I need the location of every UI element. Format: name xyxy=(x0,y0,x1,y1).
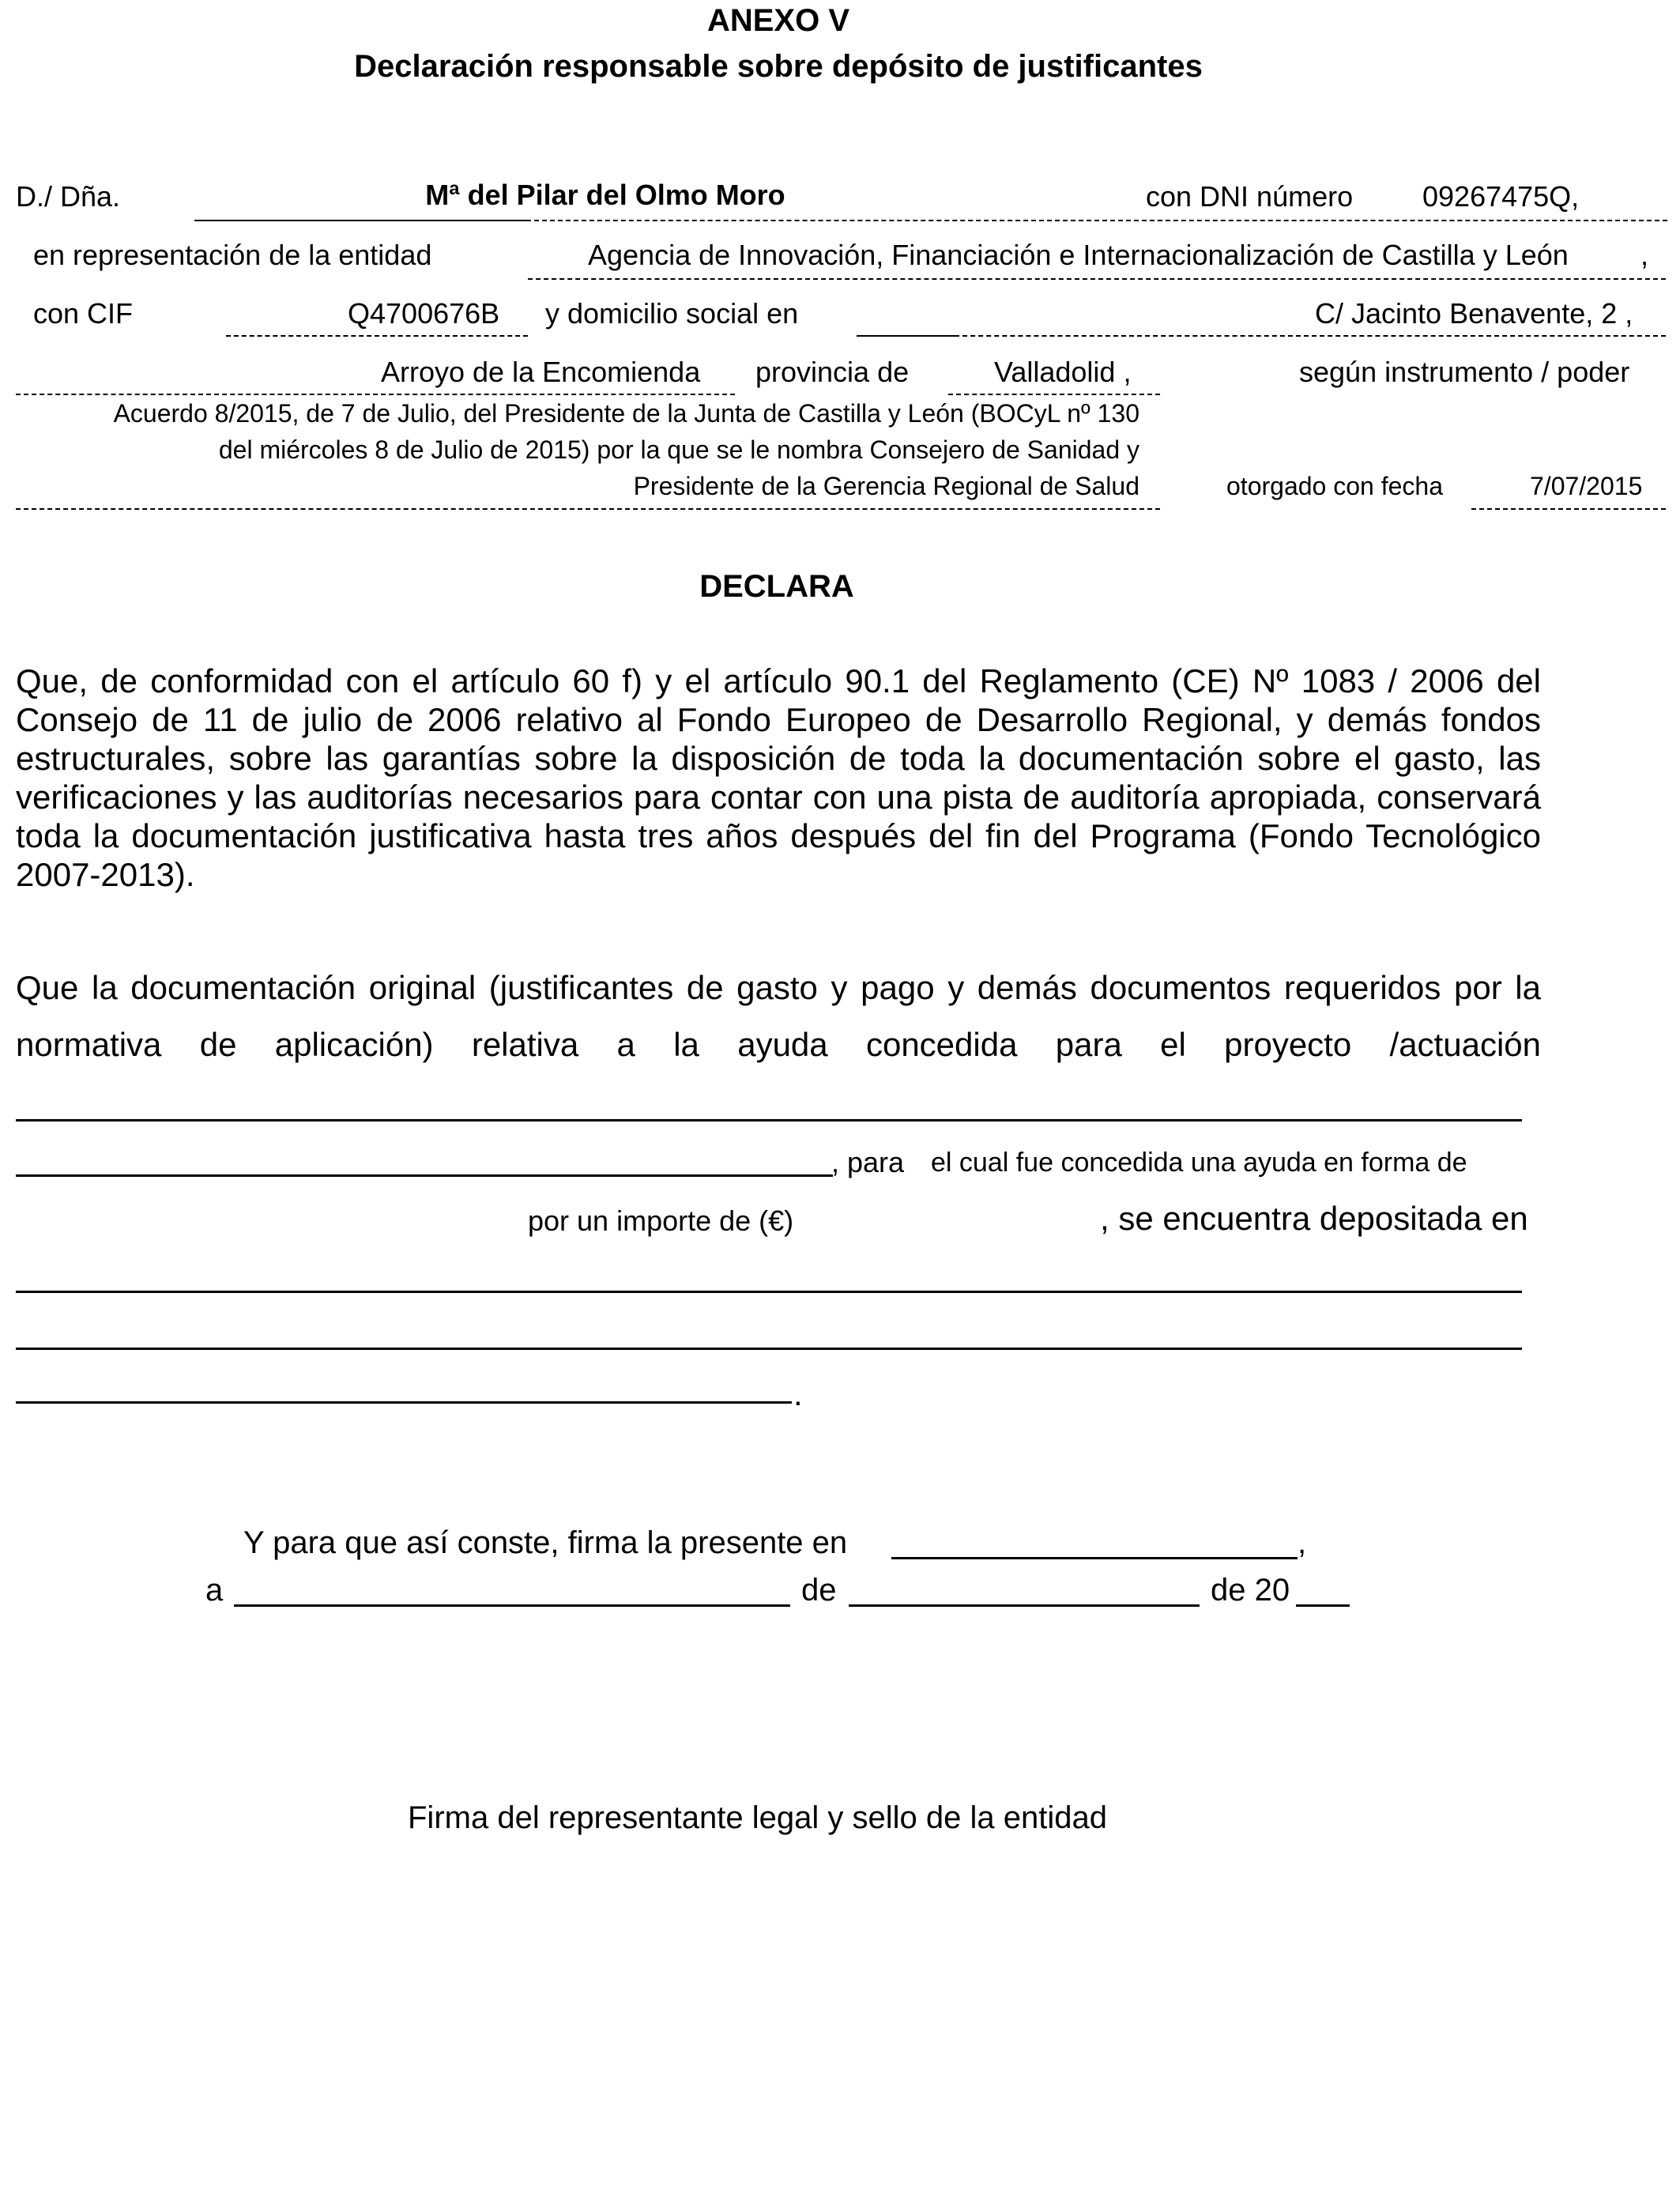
label-entity: en representación de la entidad xyxy=(33,239,432,271)
label-cif: con CIF xyxy=(33,297,134,330)
field-entity[interactable]: Agencia de Innovación, Financiación e Internacionalización de Castilla y León xyxy=(588,239,1569,271)
instrument-underline xyxy=(16,508,1160,510)
signature-caption: Firma del representante legal y sello de la entidad xyxy=(408,1800,1107,1835)
declara-heading: DECLARA xyxy=(699,569,854,604)
location-blank-line-2[interactable] xyxy=(16,1348,1522,1350)
label-name: D./ Dña. xyxy=(16,180,121,213)
amount-label: por un importe de (€) xyxy=(528,1204,794,1237)
location-blank-line-3[interactable] xyxy=(16,1401,792,1404)
field-province[interactable]: Valladolid , xyxy=(994,356,1132,388)
signature-month-blank[interactable] xyxy=(849,1604,1200,1607)
annex-heading: ANEXO V xyxy=(706,3,850,38)
granted-text: el cual fue concedida una ayuda en forma de xyxy=(931,1148,1467,1178)
project-blank-line-1[interactable] xyxy=(16,1119,1522,1122)
city-underline xyxy=(16,394,735,395)
instrument-line-1[interactable]: Acuerdo 8/2015, de 7 de Julio, del Presidente de la Junta de Castilla y León (BOCyL nº 130 xyxy=(113,399,1139,428)
entity-underline xyxy=(528,278,1666,280)
project-blank-line-2[interactable] xyxy=(16,1174,833,1177)
para-comma-text: , para xyxy=(831,1146,905,1178)
label-instrument: según instrumento / poder xyxy=(1299,356,1630,388)
final-period: . xyxy=(793,1375,803,1412)
address-underline-dashed xyxy=(955,335,1666,337)
field-date[interactable]: 7/07/2015 xyxy=(1530,472,1643,500)
field-city[interactable]: Arroyo de la Encomienda xyxy=(381,356,701,388)
signature-de-1: de xyxy=(801,1573,837,1608)
label-address: y domicilio social en xyxy=(545,297,799,330)
instrument-line-2[interactable]: del miércoles 8 de Julio de 2015) por la que se le nombra Consejero de Sanidad y xyxy=(218,435,1139,464)
signature-place-text: Y para que así conste, firma la presente en xyxy=(243,1525,848,1560)
signature-de-2: de 20 xyxy=(1211,1573,1290,1608)
name-underline-dashed xyxy=(526,220,1667,221)
field-dni[interactable]: 09267475Q, xyxy=(1422,180,1580,213)
address-underline-left xyxy=(857,335,955,337)
label-dni: con DNI número xyxy=(1146,180,1354,213)
instrument-line-3[interactable]: Presidente de la Gerencia Regional de Salud xyxy=(633,472,1139,500)
declaration-paragraph-2-line-2: normativa de aplicación) relativa a la ayuda concedida para el proyecto /actuación xyxy=(16,1026,1541,1063)
deposited-text: , se encuentra depositada en xyxy=(1100,1200,1528,1237)
signature-place-comma: , xyxy=(1298,1525,1307,1560)
declaration-paragraph-2-line-1: Que la documentación original (justificantes de gasto y pago y demás documentos requeridos por la xyxy=(16,969,1541,1006)
name-underline-left xyxy=(194,220,526,221)
label-date: otorgado con fecha xyxy=(1226,472,1443,500)
date-underline xyxy=(1471,508,1666,510)
province-underline xyxy=(948,394,1160,395)
signature-year-blank[interactable] xyxy=(1296,1604,1350,1607)
signature-place-blank[interactable] xyxy=(891,1557,1298,1559)
label-province: provincia de xyxy=(755,356,910,388)
signature-day-blank[interactable] xyxy=(234,1604,790,1607)
document-title: Declaración responsable sobre depósito de justificantes xyxy=(354,49,1203,84)
entity-comma: , xyxy=(1640,239,1649,271)
field-address[interactable]: C/ Jacinto Benavente, 2 , xyxy=(1315,297,1633,330)
declaration-paragraph-1: Que, de conformidad con el artículo 60 f) y el artículo 90.1 del Reglamento (CE) Nº 1083 / 2006 del Consejo de 11 de julio de 2006 relativo al Fondo Europeo de Desarrollo Regional, y demás fondos estructurales, sobre las garantías sobre la disposición de toda la documentación sobre el gasto, las verificaciones y las auditorías necesarios para contar con una pista de auditoría apropiada, conservará toda la documentación justificativa hasta tres años después del fin del Programa (Fondo Tecnológico 2007-2013). xyxy=(16,662,1541,893)
field-name[interactable]: Mª del Pilar del Olmo Moro xyxy=(425,179,785,211)
location-blank-line-1[interactable] xyxy=(16,1291,1522,1293)
signature-a: a xyxy=(205,1573,224,1608)
cif-underline xyxy=(226,335,528,337)
field-cif[interactable]: Q4700676B xyxy=(348,297,500,330)
